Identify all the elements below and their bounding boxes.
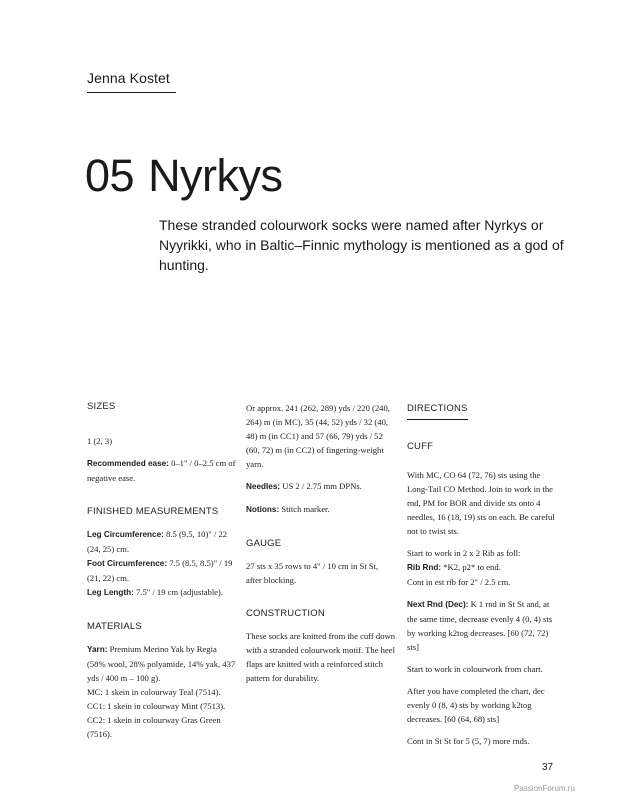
cc2-line: CC2: 1 skein in colourway Gras Green (7516). [87, 715, 221, 739]
column-middle [246, 401, 396, 685]
pattern-name: Nyrkys [148, 150, 283, 201]
yarn-approx-text: Or approx. 241 (262, 289) yds / 220 (240, 264) m (in MC), 35 (44, 52) yds / 32 (40, 48) m (in CC1) and 57 (66, 79) yds / 52 (60, 72) m (in CC2) of fingering-weight yarn. [246, 403, 390, 469]
notions-line [246, 502, 396, 517]
rib-round-line [407, 560, 557, 575]
leg-length-line [87, 585, 237, 600]
designer-name: Jenna Kostet [87, 70, 170, 86]
materials-heading: MATERIALS [87, 621, 142, 632]
ease-text: 0–1" / 0–2.5 cm of negative ease. [87, 458, 236, 483]
gauge-text: 27 sts x 35 rows to 4" / 10 cm in St St, after blocking. [246, 561, 379, 585]
ease-line [87, 456, 237, 485]
sizes-heading: SIZES [87, 401, 116, 412]
dec-round-label: Next Rnd (Dec): [407, 600, 469, 609]
column-right [407, 401, 557, 748]
needles-label: Needles: [246, 482, 281, 491]
column-left [87, 400, 237, 741]
notions-label: Notions: [246, 505, 280, 514]
ease-label: Recommended ease: [87, 459, 169, 468]
page-number: 37 [542, 762, 554, 773]
yarn-label: Yarn: [87, 645, 108, 654]
rib-round-label: Rib Rnd: [407, 563, 442, 572]
rib-round-text: *K2, p2* to end. [441, 562, 501, 572]
watermark: PassionForum.ru [514, 784, 575, 793]
pattern-number: 05 [85, 150, 135, 201]
gauge-heading: GAUGE [246, 538, 282, 549]
directions-heading: DIRECTIONS [407, 402, 468, 420]
foot-circumference-line [87, 556, 237, 585]
needles-text: US 2 / 2.75 mm DPNs. [280, 481, 362, 491]
leg-length-text: 7.5" / 19 cm (adjustable). [133, 587, 224, 597]
finished-measurements-heading: FINISHED MEASUREMENTS [87, 506, 219, 517]
needles-line [246, 479, 396, 494]
designer-underline [87, 92, 176, 93]
leg-circumference-line [87, 527, 237, 556]
intro-paragraph: These stranded colourwork socks were named after Nyrkys or Nyyrikki, who in Baltic–Finnic mythology is mentioned as a god of hunting. [159, 217, 564, 273]
leg-length-label: Leg Length: [87, 588, 134, 597]
notions-text: Stitch marker. [279, 504, 330, 514]
construction-text: These socks are knitted from the cuff down with a stranded colourwork motif. The heel flaps are knitted with a reinforced stitch pattern for durability. [246, 631, 395, 683]
cuff-cast-on-text: With MC, CO 64 (72, 76) sts using the Long-Tail CO Method. Join to work in the rnd, PM for BOR and divide sts onto 4 needles, 16 (18, 19) sts on each. Be careful not to twist sts. [407, 470, 555, 536]
colourwork-start-text: Start to work in colourwork from chart. [407, 664, 543, 674]
foot-circumference-label: Foot Circumference: [87, 559, 168, 568]
dec-round-line [407, 597, 557, 654]
after-chart-text: After you have completed the chart, dec evenly 0 (8, 4) sts by working k2tog decreases. [60 (64, 68) sts] [407, 686, 545, 724]
stst-continue-text: Cont in St St for 5 (5, 7) more rnds. [407, 736, 530, 746]
cc1-line: CC1: 1 skein in colourway Mint (7513). [87, 701, 226, 711]
construction-heading: CONSTRUCTION [246, 608, 325, 619]
yarn-text: Premium Merino Yak by Regia (58% wool, 28% polyamide, 14% yak, 437 yds / 400 m – 100 g). [87, 644, 236, 683]
pattern-title [85, 148, 283, 204]
cuff-heading: CUFF [407, 441, 434, 452]
foot-circumference-text: 7.5 (8.5, 8.5)" / 19 (21, 22) cm. [87, 558, 233, 583]
dec-round-text: K 1 rnd in St St and, at the same time, decrease evenly 4 (0, 4) sts by working k2tog decreases. [60 (72, 72) sts] [407, 599, 553, 652]
leg-circumference-label: Leg Circumference: [87, 530, 164, 539]
rib-intro-text: Start to work in 2 x 2 Rib as foll: [407, 548, 521, 558]
rib-continue-text: Cont in est rib for 2" / 2.5 cm. [407, 577, 511, 587]
leg-circumference-text: 8.5 (9.5, 10)" / 22 (24, 25) cm. [87, 529, 228, 554]
yarn-line [87, 642, 237, 685]
mc-line: MC: 1 skein in colourway Teal (7514). [87, 687, 221, 697]
sizes-values: 1 (2, 3) [87, 436, 113, 446]
